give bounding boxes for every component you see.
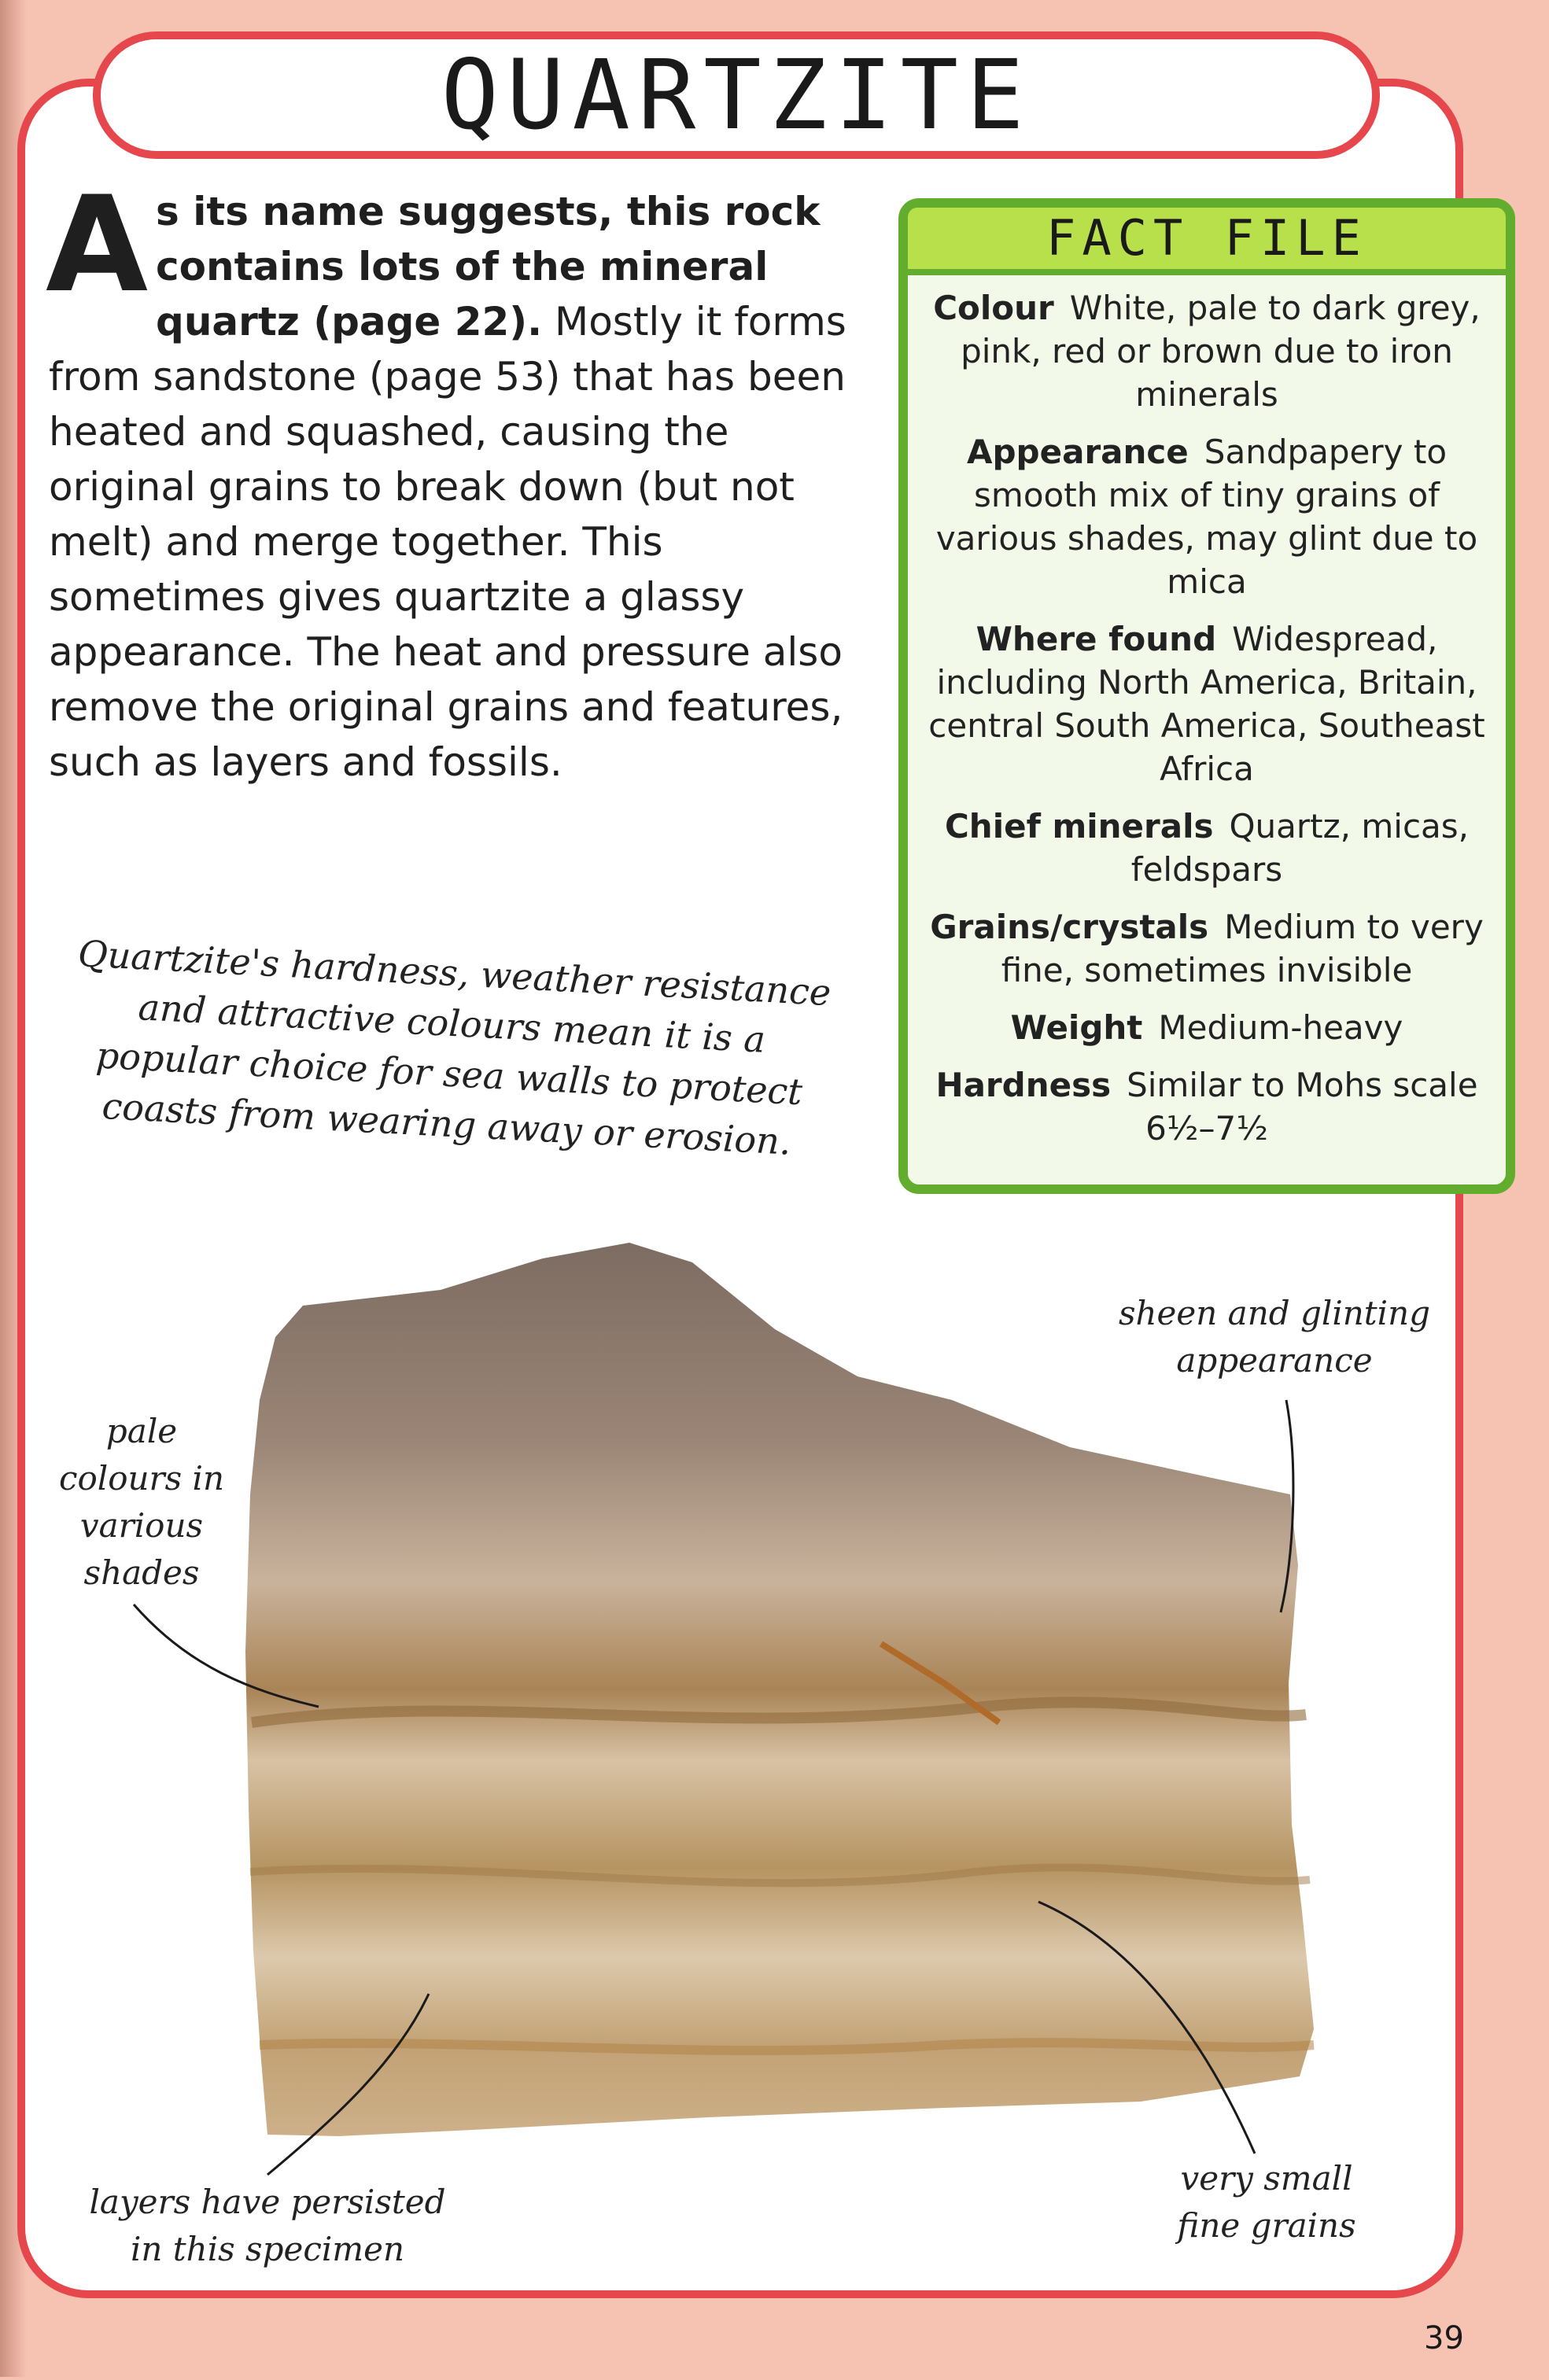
intro-body-text: Mostly it forms from sandstone (page 53) that has been heated and squashed, causing the original grains to break down (but not melt) and merge together. This sometimes gives quartzite a glassy appearance. The heat and pressure also remove the original grains and features, such as layers and fossils. bbox=[49, 299, 846, 785]
handwritten-quote: Quartzite's hardness, weather resistance and attractive colours mean it is a popular choice for sea walls to protect coasts from wearing away or erosion. bbox=[76, 932, 832, 1163]
fact-value: Quartz, micas, feldspars bbox=[1130, 807, 1470, 889]
fact-key: Appearance bbox=[966, 433, 1189, 471]
fact-key: Hardness bbox=[935, 1066, 1112, 1104]
fact-value: Medium to very fine, sometimes invisible bbox=[1001, 908, 1484, 989]
label-layers: layers have persisted in this specimen bbox=[89, 2183, 446, 2268]
page-number: 39 bbox=[1424, 2320, 1464, 2356]
page-title: QUARTZITE bbox=[441, 39, 1032, 151]
drop-cap: A bbox=[46, 168, 149, 322]
intro-bold-text: s its name suggests, this rock contains lots of the mineral quartz (page 22). bbox=[156, 189, 821, 344]
fact-key: Chief minerals bbox=[944, 807, 1214, 846]
label-sheen: sheen and glinting appearance bbox=[1118, 1294, 1431, 1380]
label-fine-grains: very small fine grains bbox=[1177, 2159, 1356, 2245]
fact-value: Medium-heavy bbox=[1158, 1008, 1403, 1047]
fact-value: Widespread, including North America, Britain, central South America, Southeast Africa bbox=[928, 620, 1485, 788]
fact-file-heading: FACT FILE bbox=[1046, 209, 1367, 267]
fact-value: Sandpapery to smooth mix of tiny grains of various shades, may glint due to mica bbox=[935, 433, 1478, 601]
fact-value: White, pale to dark grey, pink, red or brown due to iron minerals bbox=[961, 289, 1481, 414]
fact-key: Weight bbox=[1010, 1008, 1143, 1047]
fact-key: Grains/crystals bbox=[930, 908, 1209, 946]
fact-key: Where found bbox=[976, 620, 1217, 658]
fact-key: Colour bbox=[933, 289, 1054, 327]
fact-value: Similar to Mohs scale 6½–7½ bbox=[1127, 1066, 1478, 1148]
label-pale-colours: pale colours in various shades bbox=[58, 1412, 225, 1592]
